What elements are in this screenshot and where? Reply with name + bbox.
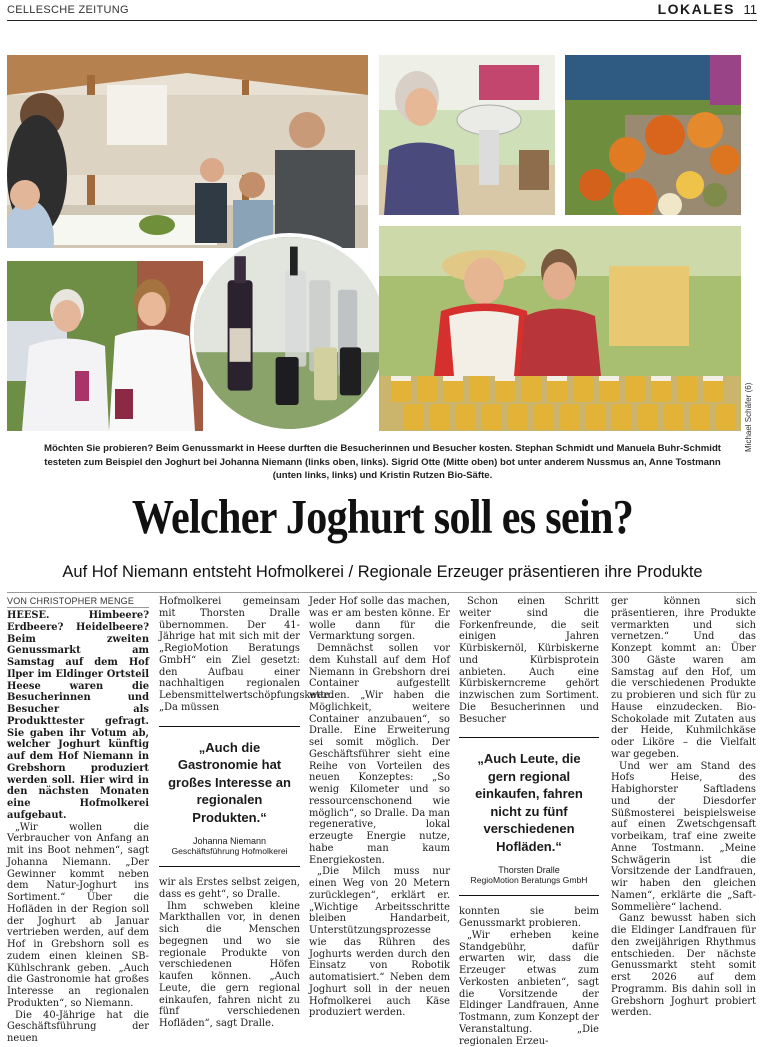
paragraph: „Die Milch muss nur einen Weg von 20 Metern zurücklegen“, erklärt er. „Wichtige Arbeitsschritte bleiben Handarbeit, Unterstützungsprozesse wie das Rühren des Joghurts werden durch den Einsatz von Robotik automatisiert.“ Neben dem Joghurt soll in der neuen Hofmolkerei auch Käse produziert werden.: [309, 866, 450, 1019]
headline: Welcher Joghurt soll es sein?: [131, 489, 634, 544]
photo-bottles: [190, 233, 390, 433]
pull-quote-role: Geschäftsführung Hofmolkerei: [171, 846, 288, 856]
page-header: [7, 0, 757, 21]
subheadline: Auf Hof Niemann entsteht Hofmolkerei / Regionale Erzeuger präsentieren ihre Produkte: [62, 563, 703, 581]
article-column-5: [611, 596, 756, 1019]
pull-quote-role: RegioMotion Beratungs GmbH: [470, 875, 588, 886]
paragraph: „Wir wollen die Verbraucher von Anfang an mit ins Boot nehmen“, sagt Johanna Niemann. „Der Gewinner kommt neben dem Natur-Joghurt ins Sortiment.“ Über die Hofläden in der Region soll der Joghurt ab Januar vertrieben werden, auf dem Hof in Grebshorn soll es zudem einen kleinen SB-Kühlschrank geben. „Auch die Gastronomie hat großes Interesse an regionalen Produkten“, so Niemann.: [7, 821, 149, 1009]
photo-sigrid-otte: [379, 55, 555, 215]
paragraph: [7, 610, 149, 822]
paragraph: Die 40-Jährige hat die Geschäftsführung der neuen: [7, 1009, 149, 1044]
paragraph: Ihm schweben kleine Markthallen vor, in denen sich die Menschen begegnen und wo sie regionale Produkte von verschiedenen Höfen kaufen können. „Auch Leute, die gern regional einkaufen, fahren nicht zu fünf verschiedenen Hofläden“, sagt Dralle.: [159, 900, 300, 1029]
lead-text: Himbeere? Erdbeere? Heidelbeere? Beim zweiten Genussmarkt am Samstag auf dem Hof Ilper im Eldinger Ortsteil Heese waren die Besucherinnen und Besucher als Produkttester gefragt. Sie gaben ihr Votum ab, welcher Joghurt künftig auf dem Hof Niemann in Grebshorn produziert werden soll. Hier wird in den nächsten Monaten eine Hofmolkerei aufgebaut.: [7, 610, 149, 821]
paragraph: Und wer am Stand des Hofs Heise, des Habighorster Saftladens und der Diesdorfer Süßmosterei beispielsweise auf einen Zwetschgensaft vorbeikam, traf eine zweite Anne Tostmann. „Meine Schwägerin ist die Vorsitzende der Landfrauen, wir haben den gleichen Namen“, erklärte die „Saft-Sommelière“ lachend.: [611, 760, 756, 913]
section-name: LOKALES: [657, 1, 735, 17]
article-column-1: [7, 596, 149, 1045]
paragraph: Ganz bewusst haben sich die Eldinger Landfrauen für den zweijährigen Rhythmus entschieden. Der nächste Genussmarkt steht somit erst 2026 auf dem Programm. Bis dahin soll in Grebshorn Joghurt probiert werden.: [611, 913, 756, 1019]
photo-market-hall: [7, 55, 368, 248]
paragraph: „Wir erheben keine Standgebühr, dafür erwarten wir, dass die Erzeuger etwas zum Verkosten anbieten“, sagt die Vorsitzende der Eldinger Landfrauen, Anne Tostmann, zum Konzept der Veranstaltung. „Die regionalen Erzeu-: [459, 929, 599, 1047]
publication-name: CELLESCHE ZEITUNG: [7, 4, 129, 16]
article-column-3: [309, 596, 450, 1019]
pull-quote-text: „Auch Leute, die gern regional einkaufen, fahren nicht zu fünf verschiedenen Hofläden.“: [475, 751, 583, 854]
paragraph: ger können sich präsentieren, ihre Produkte vermarkten und sich vernetzen.“ Und das Konzept kommt an: Über 300 Gäste waren am Samstag auf den Hof, um die verschiedenen Produkte zu probieren und sich für zu Hause einzudecken. Bio-Schokolade mit Zutaten aus der Heide, Kuhmilchkäse oder Liköre – die Vielfalt war gegeben.: [611, 596, 756, 760]
paragraph: Hofmolkerei gemeinsam mit Thorsten Dralle übernommen. Der 41-Jährige hat mit sich mit der „RegioMotion Beratungs GmbH“ ein Ziel gesetzt: den Aufbau einer nachhaltigen regionalen Lebensmittelwertschöpfungskette. „Da müssen: [159, 596, 334, 713]
divider: [7, 592, 757, 593]
paragraph: Demnächst sollen vor dem Kuhstall auf dem Hof Niemann in Grebshorn drei Container aufgestellt werden. „Wir haben die Möglichkeit, weitere Container anzubauen“, so Dralle. Eine Erweiterung sei somit möglich. Der Geschäftsführer sieht eine Reihe von Vorteilen des neuen Konzeptes: „So wenig Kilometer und so ressourcenschonend wie möglich“, so Dralle. Da man regenerative, lokal erzeugte Energie nutze, habe man kaum Energiekosten.: [309, 643, 450, 866]
byline: VON CHRISTOPHER MENGE: [7, 596, 149, 608]
article-column-4: [459, 596, 599, 1047]
page-number: 11: [743, 2, 757, 17]
paragraph: Jeder Hof solle das machen, was er am besten könne. Er wolle dann für die Vermarktung sorgen.: [309, 596, 450, 643]
photo-pumpkins: [565, 55, 741, 215]
pull-quote-text: „Auch die Gastronomie hat großes Interesse an regionalen Produkten.“: [168, 739, 291, 825]
paragraph: konnten sie beim Genussmarkt probieren.: [459, 906, 599, 929]
photo-credit: Michael Schäfer (6): [744, 382, 753, 452]
pull-quote: [159, 726, 300, 868]
photo-two-women: [7, 261, 203, 431]
paragraph: Schon einen Schritt weiter sind die Forkenfreunde, die seit einigen Jahren Kürbiskernöl, Kürbiskerne und Kürbisprotein anbieten. Auch eine Kürbiskerncreme gehört inzwischen zum Sortiment. Die Besucherinnen und Besucher: [459, 596, 599, 725]
dateline: HEESE.: [7, 610, 50, 621]
photo-caption: Möchten Sie probieren? Beim Genussmarkt in Heese durften die Besucherinnen und Besucher kosten. Stephan Schmidt und Manuela Buhr-Schmidt testeten zum Beispiel den Joghurt bei Johanna Niemann (links oben, links). Sigrid Otte (Mitte oben) bot unter anderem Nussmus an, Anne Tostmann (unten links, links) und Kristin Rutzen Bio-Säfte.: [43, 443, 721, 482]
photo-jar-stand: [379, 226, 741, 431]
pull-quote: [459, 737, 599, 896]
paragraph: wir als Erstes selbst zeigen, dass es geht“, so Dralle.: [159, 877, 300, 900]
pull-quote-name: Johanna Niemann: [192, 836, 267, 846]
article-column-2: [159, 596, 334, 1030]
pull-quote-name: Thorsten Dralle: [498, 865, 560, 876]
